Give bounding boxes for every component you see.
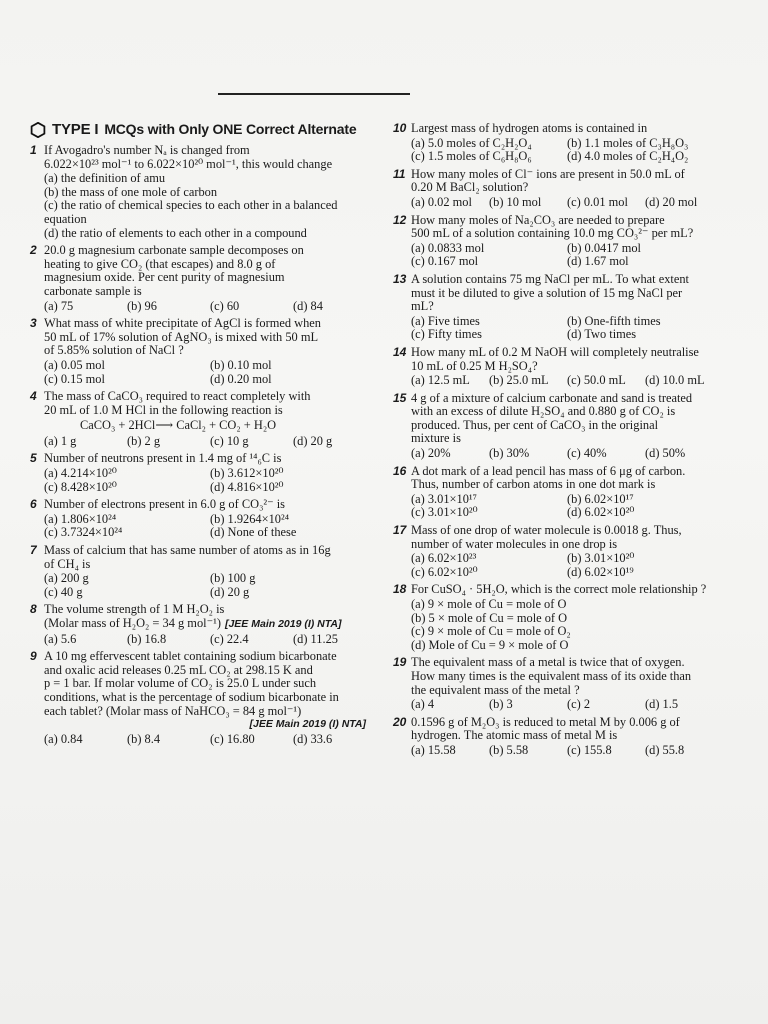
question-20 xyxy=(393,716,723,758)
answer-options xyxy=(44,513,376,540)
hexagon-icon xyxy=(30,122,46,138)
question-5 xyxy=(30,452,376,494)
question-line-text: Mass of calcium that has same number of atoms as in 16g xyxy=(44,543,331,558)
question-line xyxy=(44,617,376,632)
answer-option: (b) 3.612×10²⁰ xyxy=(210,466,284,481)
answer-option: (d) 6.02×10¹⁹ xyxy=(567,564,634,579)
answer-options xyxy=(411,598,723,652)
question-line xyxy=(411,478,723,492)
question-line-text: The volume strength of 1 M H₂O₂ is xyxy=(44,602,225,617)
answer-options xyxy=(411,493,723,520)
question-1 xyxy=(30,144,376,240)
answer-option: (c) 0.15 mol xyxy=(44,371,105,386)
answer-options xyxy=(411,196,723,210)
question-line xyxy=(411,538,723,552)
answer-option: (a) 1 g xyxy=(44,433,77,448)
question-line-text: The equivalent mass of a metal is twice that of oxygen. xyxy=(411,655,685,670)
answer-option: (a) 75 xyxy=(44,298,74,313)
question-text xyxy=(411,716,723,743)
question-line-text: hydrogen. The atomic mass of metal M is xyxy=(411,728,618,743)
question-line-text: A solution contains 75 mg NaCl per mL. To what extent xyxy=(411,271,690,286)
answer-option: (c) 22.4 xyxy=(210,631,249,646)
question-text xyxy=(411,583,723,597)
answer-option: (c) 9 × mole of Cu = mole of O₂ xyxy=(411,624,571,639)
question-line-text: 6.022×10²³ mol⁻¹ to 6.022×10²⁰ mol⁻¹, this would change xyxy=(44,156,333,171)
question-number: 4 xyxy=(30,389,37,404)
question-number: 16 xyxy=(393,463,407,478)
answer-options xyxy=(411,447,723,461)
question-line xyxy=(44,544,376,558)
question-number: 17 xyxy=(393,523,407,538)
question-line-text: How many times is the equivalent mass of its oxide than xyxy=(411,668,692,683)
question-9 xyxy=(30,650,376,746)
question-line xyxy=(44,404,376,418)
question-line xyxy=(411,273,723,287)
answer-option: (c) 50.0 mL xyxy=(567,373,626,388)
question-3 xyxy=(30,317,376,386)
question-text xyxy=(44,390,376,417)
answer-option: (b) 25.0 mL xyxy=(489,373,549,388)
answer-option: (a) Five times xyxy=(411,313,480,328)
answer-options xyxy=(411,698,723,712)
answer-options xyxy=(411,137,723,164)
answer-options xyxy=(411,242,723,269)
answer-option: (c) 40 g xyxy=(44,584,83,599)
question-number: 3 xyxy=(30,316,37,331)
question-line-text: A dot mark of a lead pencil has mass of 6 μg of carbon. xyxy=(411,463,686,478)
answer-options xyxy=(411,552,723,579)
answer-option: (b) 8.4 xyxy=(127,731,161,746)
answer-option: (d) 4.816×10²⁰ xyxy=(210,479,284,494)
answer-options xyxy=(411,374,723,388)
question-line-text: produced. Thus, per cent of CaCO₃ in the original xyxy=(411,417,659,432)
answer-option: (d) 50% xyxy=(645,446,686,461)
question-line xyxy=(44,650,376,664)
question-line-text: 20 mL of 1.0 M HCl in the following reaction is xyxy=(44,402,283,417)
answer-option: (d) 55.8 xyxy=(645,742,685,757)
question-2 xyxy=(30,244,376,313)
answer-option: (a) 6.02×10²³ xyxy=(411,551,477,566)
left-question-list xyxy=(30,144,376,746)
question-line xyxy=(411,524,723,538)
answer-options xyxy=(411,744,723,758)
question-line xyxy=(44,603,376,617)
answer-option: (d) Two times xyxy=(567,327,637,342)
question-line xyxy=(411,181,723,195)
question-8 xyxy=(30,603,376,646)
question-line xyxy=(44,558,376,572)
question-number: 7 xyxy=(30,543,37,558)
question-line-text: each tablet? (Molar mass of NaHCO₃ = 84 g mol⁻¹) xyxy=(44,703,302,718)
question-line xyxy=(44,244,376,258)
answer-option: (c) 2 xyxy=(567,697,591,712)
answer-option: (a) 1.806×10²⁴ xyxy=(44,511,117,526)
answer-option: (d) 0.20 mol xyxy=(210,371,272,386)
answer-option: (a) 4.214×10²⁰ xyxy=(44,466,117,481)
question-line xyxy=(411,392,723,406)
question-text xyxy=(44,144,376,171)
question-line xyxy=(411,227,723,241)
question-number: 20 xyxy=(393,714,407,729)
question-line-text: 20.0 g magnesium carbonate sample decomposes on xyxy=(44,243,304,258)
answer-option: (c) 155.8 xyxy=(567,742,612,757)
question-number: 10 xyxy=(393,121,407,135)
answer-option: (a) 200 g xyxy=(44,571,89,586)
answer-option: (c) 0.167 mol xyxy=(411,254,479,269)
answer-option: (a) the definition of amu xyxy=(44,171,166,186)
answer-option: (d) 20 g xyxy=(293,433,333,448)
answer-options xyxy=(44,467,376,494)
answer-option: (b) 5.58 xyxy=(489,742,529,757)
answer-option: (c) Fifty times xyxy=(411,327,482,342)
answer-option: (c) 40% xyxy=(567,446,607,461)
answer-option: (c) 3.7324×10²⁴ xyxy=(44,525,123,540)
question-text xyxy=(411,392,723,446)
answer-options xyxy=(44,733,376,747)
question-text xyxy=(411,656,723,697)
question-12 xyxy=(393,214,723,269)
answer-option: (d) 1.67 mol xyxy=(567,254,629,269)
question-text xyxy=(44,244,376,298)
question-number: 15 xyxy=(393,390,407,405)
answer-option: (b) 30% xyxy=(489,446,530,461)
question-text xyxy=(411,214,723,241)
answer-option: (d) None of these xyxy=(210,525,297,540)
answer-option: (a) 0.84 xyxy=(44,731,83,746)
question-line-text: with an excess of dilute H₂SO₄ and 0.880 g of CO₂ is xyxy=(411,404,676,419)
question-number: 11 xyxy=(393,166,406,181)
answer-option: (a) 5.6 xyxy=(44,631,77,646)
question-line xyxy=(411,214,723,228)
answer-option: (a) 5.0 moles of C₂H₂O₄ xyxy=(411,135,532,150)
question-line-text: What mass of white precipitate of AgCl is formed when xyxy=(44,316,321,331)
answer-option: (c) 3.01×10²⁰ xyxy=(411,505,478,520)
left-column xyxy=(30,122,376,750)
answer-option: (d) the ratio of elements to each other in a compound xyxy=(44,225,307,240)
question-line xyxy=(411,670,723,684)
question-text xyxy=(44,603,376,631)
answer-option: (b) the mass of one mole of carbon xyxy=(44,184,218,199)
answer-option: (c) 10 g xyxy=(210,433,249,448)
answer-option: (d) 84 xyxy=(293,298,323,313)
question-line xyxy=(44,691,376,705)
answer-option: (d) 20 mol xyxy=(645,194,698,209)
question-text xyxy=(411,168,723,195)
question-line-text: mL? xyxy=(411,299,434,314)
question-line-text: (Molar mass of H₂O₂ = 34 g mol⁻¹) xyxy=(44,616,221,630)
question-line xyxy=(44,144,376,158)
question-line-text: magnesium oxide. Per cent purity of magnesium xyxy=(44,270,285,285)
question-number: 18 xyxy=(393,582,407,597)
answer-options xyxy=(44,172,376,240)
answer-option: (a) 9 × mole of Cu = mole of O xyxy=(411,597,567,611)
answer-option: (c) 16.80 xyxy=(210,731,255,746)
answer-option: (b) 1.9264×10²⁴ xyxy=(210,511,290,526)
answer-option: (c) 1.5 moles of C₆H₈O₆ xyxy=(411,149,532,164)
question-line xyxy=(411,583,723,597)
question-line-text: How many moles of Na₂CO₃ are needed to prepare xyxy=(411,212,665,227)
answer-option: (a) 15.58 xyxy=(411,742,456,757)
question-line xyxy=(44,390,376,404)
header-rule xyxy=(218,93,410,95)
answer-option: (a) 20% xyxy=(411,446,451,461)
question-line xyxy=(411,684,723,698)
right-question-list xyxy=(393,122,723,758)
question-line-text: Thus, number of carbon atoms in one dot mark is xyxy=(411,477,656,492)
question-line-text: 4 g of a mixture of calcium carbonate and sand is treated xyxy=(411,390,693,405)
answer-option: (b) 0.0417 mol xyxy=(567,240,641,255)
answer-option: (c) the ratio of chemical species to each other in a balanced equation xyxy=(44,198,338,226)
question-line-text: 0.1596 g of M₂O₃ is reduced to metal M by 0.006 g of xyxy=(411,714,680,729)
exam-source: [JEE Main 2019 (I) NTA] xyxy=(224,618,342,630)
answer-option: (d) 1.5 xyxy=(645,697,679,712)
answer-options xyxy=(44,572,376,599)
question-line-text: must it be diluted to give a solution of 15 mg NaCl per xyxy=(411,285,683,300)
answer-option: (a) 4 xyxy=(411,697,435,712)
question-number: 14 xyxy=(393,344,407,359)
question-text xyxy=(44,544,376,571)
question-line-text: conditions, what is the percentage of sodium bicarbonate in xyxy=(44,689,339,704)
answer-option: (b) 16.8 xyxy=(127,631,167,646)
question-line xyxy=(411,729,723,743)
question-text xyxy=(411,122,723,136)
question-line-text: Largest mass of hydrogen atoms is contained in xyxy=(411,121,648,135)
answer-option: (b) 2 g xyxy=(127,433,161,448)
question-line-text: How many moles of Cl⁻ ions are present in 50.0 mL of xyxy=(411,166,685,181)
question-line-text: number of water molecules in one drop is xyxy=(411,536,618,551)
section-type-label: TYPE I xyxy=(52,121,99,139)
right-column xyxy=(393,122,723,762)
answer-option: (b) 5 × mole of Cu = mole of O xyxy=(411,610,568,625)
answer-option: (d) 4.0 moles of C₂H₄O₂ xyxy=(567,149,689,164)
question-line xyxy=(44,452,376,466)
question-11 xyxy=(393,168,723,210)
answer-option: (a) 12.5 mL xyxy=(411,373,470,388)
question-line xyxy=(44,664,376,678)
question-18 xyxy=(393,583,723,652)
answer-option: (b) 0.10 mol xyxy=(210,357,272,372)
answer-options xyxy=(411,315,723,342)
question-number: 6 xyxy=(30,497,37,512)
question-line-text: 0.20 M BaCl₂ solution? xyxy=(411,180,529,195)
question-line xyxy=(44,705,376,719)
question-line xyxy=(411,656,723,670)
question-line-text: of CH₄ is xyxy=(44,556,91,571)
answer-options xyxy=(44,435,376,449)
question-line xyxy=(44,258,376,272)
question-line-text: For CuSO₄ · 5H₂O, which is the correct mole relationship ? xyxy=(411,582,707,597)
question-line-text: How many mL of 0.2 M NaOH will completely neutralise xyxy=(411,344,699,359)
question-text xyxy=(44,452,376,466)
answer-options xyxy=(44,359,376,386)
answer-option: (b) 10 mol xyxy=(489,194,542,209)
answer-option: (d) 6.02×10²⁰ xyxy=(567,505,635,520)
question-line xyxy=(44,317,376,331)
question-line xyxy=(44,498,376,512)
question-line-text: Number of neutrons present in 1.4 mg of ¹⁴₆C is xyxy=(44,451,282,466)
question-10 xyxy=(393,122,723,164)
question-line-text: Mass of one drop of water molecule is 0.0018 g. Thus, xyxy=(411,523,682,538)
question-line xyxy=(44,158,376,172)
question-number: 5 xyxy=(30,451,37,466)
answer-options xyxy=(44,300,376,314)
question-line-text: 10 mL of 0.25 M H₂SO₄? xyxy=(411,358,538,373)
question-line-text: heating to give CO₂ (that escapes) and 8.0 g of xyxy=(44,256,276,271)
answer-option: (b) 100 g xyxy=(210,571,256,586)
question-number: 9 xyxy=(30,649,37,664)
answer-option: (d) 11.25 xyxy=(293,631,338,646)
question-number: 2 xyxy=(30,243,37,258)
question-line xyxy=(44,285,376,299)
question-line xyxy=(411,168,723,182)
question-line xyxy=(44,344,376,358)
section-title: MCQs with Only ONE Correct Alternate xyxy=(104,121,357,138)
answer-option: (b) 1.1 moles of C₃H₈O₃ xyxy=(567,135,689,150)
question-15 xyxy=(393,392,723,461)
question-line xyxy=(411,346,723,360)
answer-option: (d) 10.0 mL xyxy=(645,373,705,388)
question-19 xyxy=(393,656,723,711)
question-line-text: If Avogadro's number Nₐ is changed from xyxy=(44,143,250,157)
question-number: 13 xyxy=(393,271,407,286)
question-line xyxy=(44,331,376,345)
answer-option: (c) 60 xyxy=(210,298,240,313)
answer-option: (b) 6.02×10¹⁷ xyxy=(567,491,634,506)
answer-option: (b) One-fifth times xyxy=(567,313,661,328)
answer-option: (c) 6.02×10²⁰ xyxy=(411,564,478,579)
answer-option: (a) 0.02 mol xyxy=(411,194,472,209)
question-line-text: The mass of CaCO₃ required to react completely with xyxy=(44,389,311,404)
question-line xyxy=(411,432,723,446)
question-line xyxy=(411,465,723,479)
question-line-text: Number of electrons present in 6.0 g of CO₃²⁻ is xyxy=(44,497,286,512)
question-13 xyxy=(393,273,723,342)
question-line xyxy=(44,677,376,691)
question-line-text: A 10 mg effervescent tablet containing sodium bicarbonate xyxy=(44,649,337,664)
section-header xyxy=(30,122,376,138)
question-16 xyxy=(393,465,723,520)
question-number: 12 xyxy=(393,212,407,227)
question-number: 19 xyxy=(393,655,407,670)
answer-option: (a) 0.0833 mol xyxy=(411,240,485,255)
question-line xyxy=(411,122,723,136)
question-7 xyxy=(30,544,376,599)
question-line xyxy=(411,300,723,314)
question-line xyxy=(411,287,723,301)
question-text xyxy=(411,465,723,492)
answer-option: (d) Mole of Cu = 9 × mole of O xyxy=(411,637,569,652)
question-line xyxy=(411,405,723,419)
question-text xyxy=(44,317,376,358)
answer-option: (a) 0.05 mol xyxy=(44,357,105,372)
answer-option: (b) 96 xyxy=(127,298,157,313)
question-text xyxy=(411,524,723,551)
question-number: 8 xyxy=(30,602,37,617)
question-line-text: mixture is xyxy=(411,431,461,446)
question-line-text: 500 mL of a solution containing 10.0 mg CO₃²⁻ per mL? xyxy=(411,226,694,241)
answer-option: (b) 3 xyxy=(489,697,513,712)
answer-option: (b) 3.01×10²⁰ xyxy=(567,551,635,566)
question-text xyxy=(411,346,723,373)
question-line xyxy=(411,716,723,730)
question-line-text: p = 1 bar. If molar volume of CO₂ is 25.0 L under such xyxy=(44,676,317,691)
question-line xyxy=(411,360,723,374)
question-text xyxy=(411,273,723,314)
question-17 xyxy=(393,524,723,579)
question-line-text: of 5.85% solution of NaCl ? xyxy=(44,343,184,358)
answer-option: (c) 8.428×10²⁰ xyxy=(44,479,117,494)
question-line-text: and oxalic acid releases 0.25 mL CO₂ at 298.15 K and xyxy=(44,662,313,677)
question-6 xyxy=(30,498,376,540)
question-line-text: carbonate sample is xyxy=(44,283,142,298)
question-14 xyxy=(393,346,723,388)
question-line xyxy=(411,419,723,433)
reaction-equation: CaCO₃ + 2HCl⟶ CaCl₂ + CO₂ + H₂O xyxy=(80,418,277,433)
question-line-text: the equivalent mass of the metal ? xyxy=(411,682,580,697)
answer-option: (d) 20 g xyxy=(210,584,250,599)
answer-option: (a) 3.01×10¹⁷ xyxy=(411,491,477,506)
question-number: 1 xyxy=(30,143,37,157)
answer-option: (c) 0.01 mol xyxy=(567,194,628,209)
question-line xyxy=(44,271,376,285)
answer-option: (d) 33.6 xyxy=(293,731,333,746)
question-text xyxy=(44,650,376,718)
question-4 xyxy=(30,390,376,448)
question-line-text: 50 mL of 17% solution of AgNO₃ is mixed with 50 mL xyxy=(44,329,319,344)
exam-source: [JEE Main 2019 (I) NTA] xyxy=(249,718,366,731)
question-text xyxy=(44,498,376,512)
answer-options xyxy=(44,633,376,647)
